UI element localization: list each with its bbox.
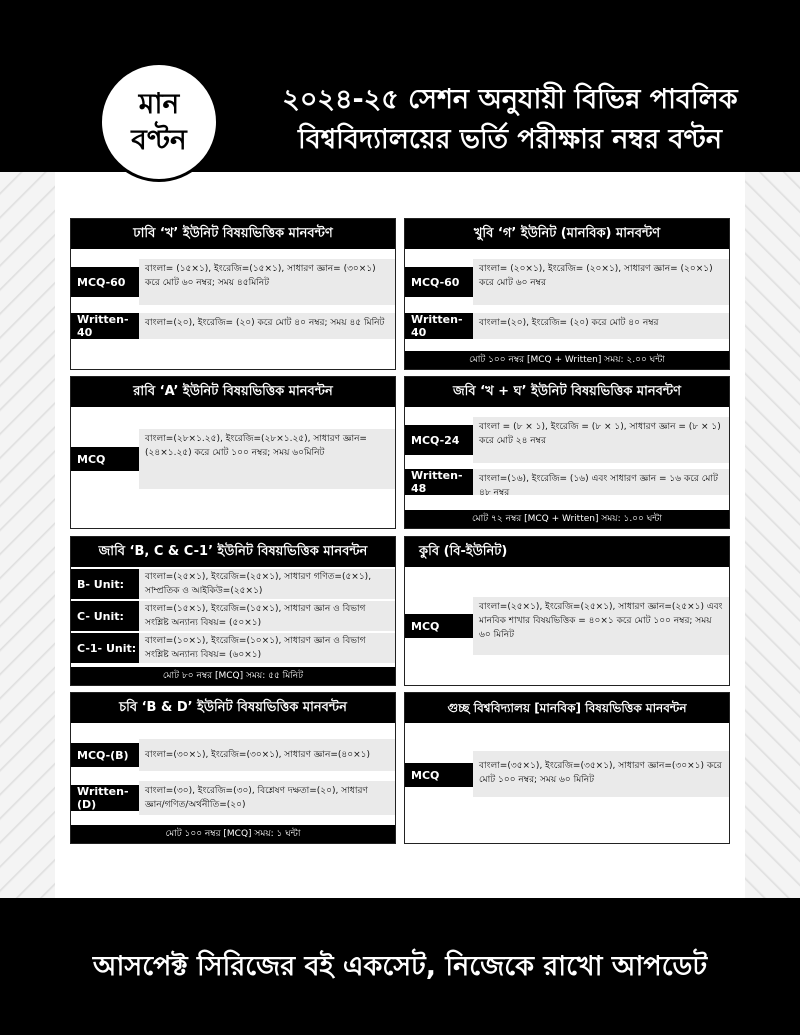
table-row — [405, 469, 729, 498]
row-text: বাংলা=(২০), ইংরেজি= (২০) করে মোট ৪০ নম্বর; সময় ৪৫ মিনিট — [139, 313, 395, 339]
row-label: MCQ-(B) — [71, 743, 139, 767]
table-row — [71, 259, 395, 305]
table-row — [405, 259, 729, 305]
table-row — [405, 313, 729, 339]
page-title — [230, 80, 790, 160]
row-text: বাংলা=(১০×১), ইংরেজি=(১০×১), সাধারণ জ্ঞান ও বিভাগ সংশ্লিষ্ট অন্যান্য বিষয়= (৬০×১) — [139, 633, 395, 663]
row-label: Written-40 — [405, 313, 473, 339]
panel-chobi — [70, 692, 396, 844]
row-text: বাংলা=(৩০×১), ইংরেজি=(৩০×১), সাধারণ জ্ঞান=(৪০×১) — [139, 739, 395, 771]
table-row — [71, 633, 395, 663]
bottom-banner — [0, 898, 800, 1035]
panel-footer: মোট ১০০ নম্বর [MCQ] সময়: ১ ঘন্টা — [71, 825, 395, 843]
row-text: বাংলা= (১৫×১), ইংরেজি=(১৫×১), সাধারণ জ্ঞান= (৩০×১) করে মোট ৬০ নম্বর; সময় ৪৫মিনিট — [139, 259, 395, 305]
panel-rabi — [70, 376, 396, 529]
row-text: বাংলা = (৮ × ১), ইংরেজি = (৮ × ১), সাধারণ জ্ঞান = (৮ × ১) করে মোট ২৪ নম্বর — [473, 417, 729, 463]
row-label: B- Unit: — [71, 569, 139, 599]
table-row — [405, 417, 729, 463]
table-row — [71, 739, 395, 771]
row-label: MCQ — [405, 763, 473, 787]
panel-title: গুচ্ছ বিশ্ববিদ্যালয় [মানবিক] বিষয়ভিত্তিক মানবন্টন — [405, 693, 729, 723]
table-row — [71, 313, 395, 339]
row-label: MCQ-60 — [71, 267, 139, 297]
header-banner — [0, 0, 800, 172]
slogan-text: আসপেক্ট সিরিজের বই একসেট, নিজেকে রাখো আপডেট — [92, 951, 708, 982]
table-row — [71, 569, 395, 599]
row-label: Written-48 — [405, 469, 473, 495]
row-label: MCQ — [405, 614, 473, 638]
table-row — [71, 601, 395, 631]
panel-title: জাবি ‘B, C & C-1’ ইউনিট বিষয়ভিত্তিক মানবন্টন — [71, 537, 395, 567]
panel-jabi — [70, 536, 396, 686]
panel-title: খুবি ‘গ’ ইউনিট (মানবিক) মানবন্টণ — [405, 219, 729, 249]
row-text: বাংলা=(২৮×১.২৫), ইংরেজি=(২৮×১.২৫), সাধারণ জ্ঞান=(২৪×১.২৫) করে মোট ১০০ নম্বর; সময় ৬০মিনিট — [139, 429, 395, 489]
panel-title: জবি ‘খ + ঘ’ ইউনিট বিষয়ভিত্তিক মানবন্টণ — [405, 377, 729, 407]
table-row — [405, 751, 729, 797]
badge-line1: মান — [138, 87, 180, 120]
row-label: MCQ-60 — [405, 267, 473, 297]
panel-title: ঢাবি ‘খ’ ইউনিট বিষয়ভিত্তিক মানবন্টণ — [71, 219, 395, 249]
panel-jobi — [404, 376, 730, 529]
panel-title: চবি ‘B & D’ ইউনিট বিষয়ভিত্তিক মানবন্টন — [71, 693, 395, 723]
badge-line2: বণ্টন — [131, 123, 187, 156]
row-text: বাংলা=(২০), ইংরেজি= (২০) করে মোট ৪০ নম্বর — [473, 313, 729, 339]
row-label: Written-40 — [71, 313, 139, 339]
row-text: বাংলা=(২৫×১), ইংরেজি=(২৫×১), সাধারণ জ্ঞান=(২৫×১) এবং মানবিক শাখার বিষয়ভিত্তিক = ৪০×১ করে মোট ১০০ নম্বর; সময় ৬০ মিনিট — [473, 597, 729, 655]
panel-kubi — [404, 536, 730, 686]
title-line1: ২০২৪-২৫ সেশন অনুযায়ী বিভিন্ন পাবলিক — [282, 84, 738, 115]
row-text: বাংলা= (২০×১), ইংরেজি= (২০×১), সাধারণ জ্ঞান= (২০×১) করে মোট ৬০ নম্বর — [473, 259, 729, 305]
panel-title: কুবি (বি-ইউনিট) — [405, 537, 729, 567]
row-label: C- Unit: — [71, 601, 139, 631]
row-label: MCQ — [71, 447, 139, 471]
panel-guccho — [404, 692, 730, 844]
row-text: বাংলা=(১৬), ইংরেজি= (১৬) এবং সাধারণ জ্ঞান = ১৬ করে মোট ৪৮ নম্বর — [473, 469, 729, 495]
row-text: বাংলা=(৩০), ইংরেজি=(৩০), বিশ্লেষণ দক্ষতা=(২০), সাধারণ জ্ঞান/গণিত/অর্থনীতি=(২০) — [139, 781, 395, 815]
row-text: বাংলা=(৩৫×১), ইংরেজি=(৩৫×১), সাধারণ জ্ঞান=(৩০×১) করে মোট ১০০ নম্বর; সময় ৬০ মিনিট — [473, 751, 729, 797]
panel-khubi — [404, 218, 730, 370]
table-row — [71, 429, 395, 489]
panel-dhabi — [70, 218, 396, 370]
title-line2: বিশ্ববিদ্যালয়ের ভর্তি পরীক্ষার নম্বর বণ্টন — [297, 124, 723, 155]
background-pattern-right — [745, 172, 800, 900]
table-row — [71, 781, 395, 815]
row-text: বাংলা=(২৫×১), ইংরেজি=(২৫×১), সাধারণ গণিত=(৫×১), সাম্প্রতিক ও আইকিউ=(২৫×১) — [139, 569, 395, 599]
row-label: C-1- Unit: — [71, 633, 139, 663]
row-text: বাংলা=(১৫×১), ইংরেজি=(১৫×১), সাধারণ জ্ঞান ও বিভাগ সংশ্লিষ্ট অন্যান্য বিষয়= (৫০×১) — [139, 601, 395, 631]
badge-circle — [99, 62, 219, 182]
panel-footer: মোট ৮০ নম্বর [MCQ] সময়: ৫৫ মিনিট — [71, 667, 395, 685]
panel-footer: মোট ১০০ নম্বর [MCQ + Written] সময়: ২.০০ ঘন্টা — [405, 351, 729, 369]
panel-title: রাবি ‘A’ ইউনিট বিষয়ভিত্তিক মানবন্টন — [71, 377, 395, 407]
table-row — [405, 597, 729, 655]
row-label: Written-(D) — [71, 785, 139, 811]
row-label: MCQ-24 — [405, 425, 473, 455]
background-pattern-left — [0, 172, 55, 900]
panel-footer: মোট ৭২ নম্বর [MCQ + Written] সময়: ১.০০ ঘন্টা — [405, 510, 729, 528]
